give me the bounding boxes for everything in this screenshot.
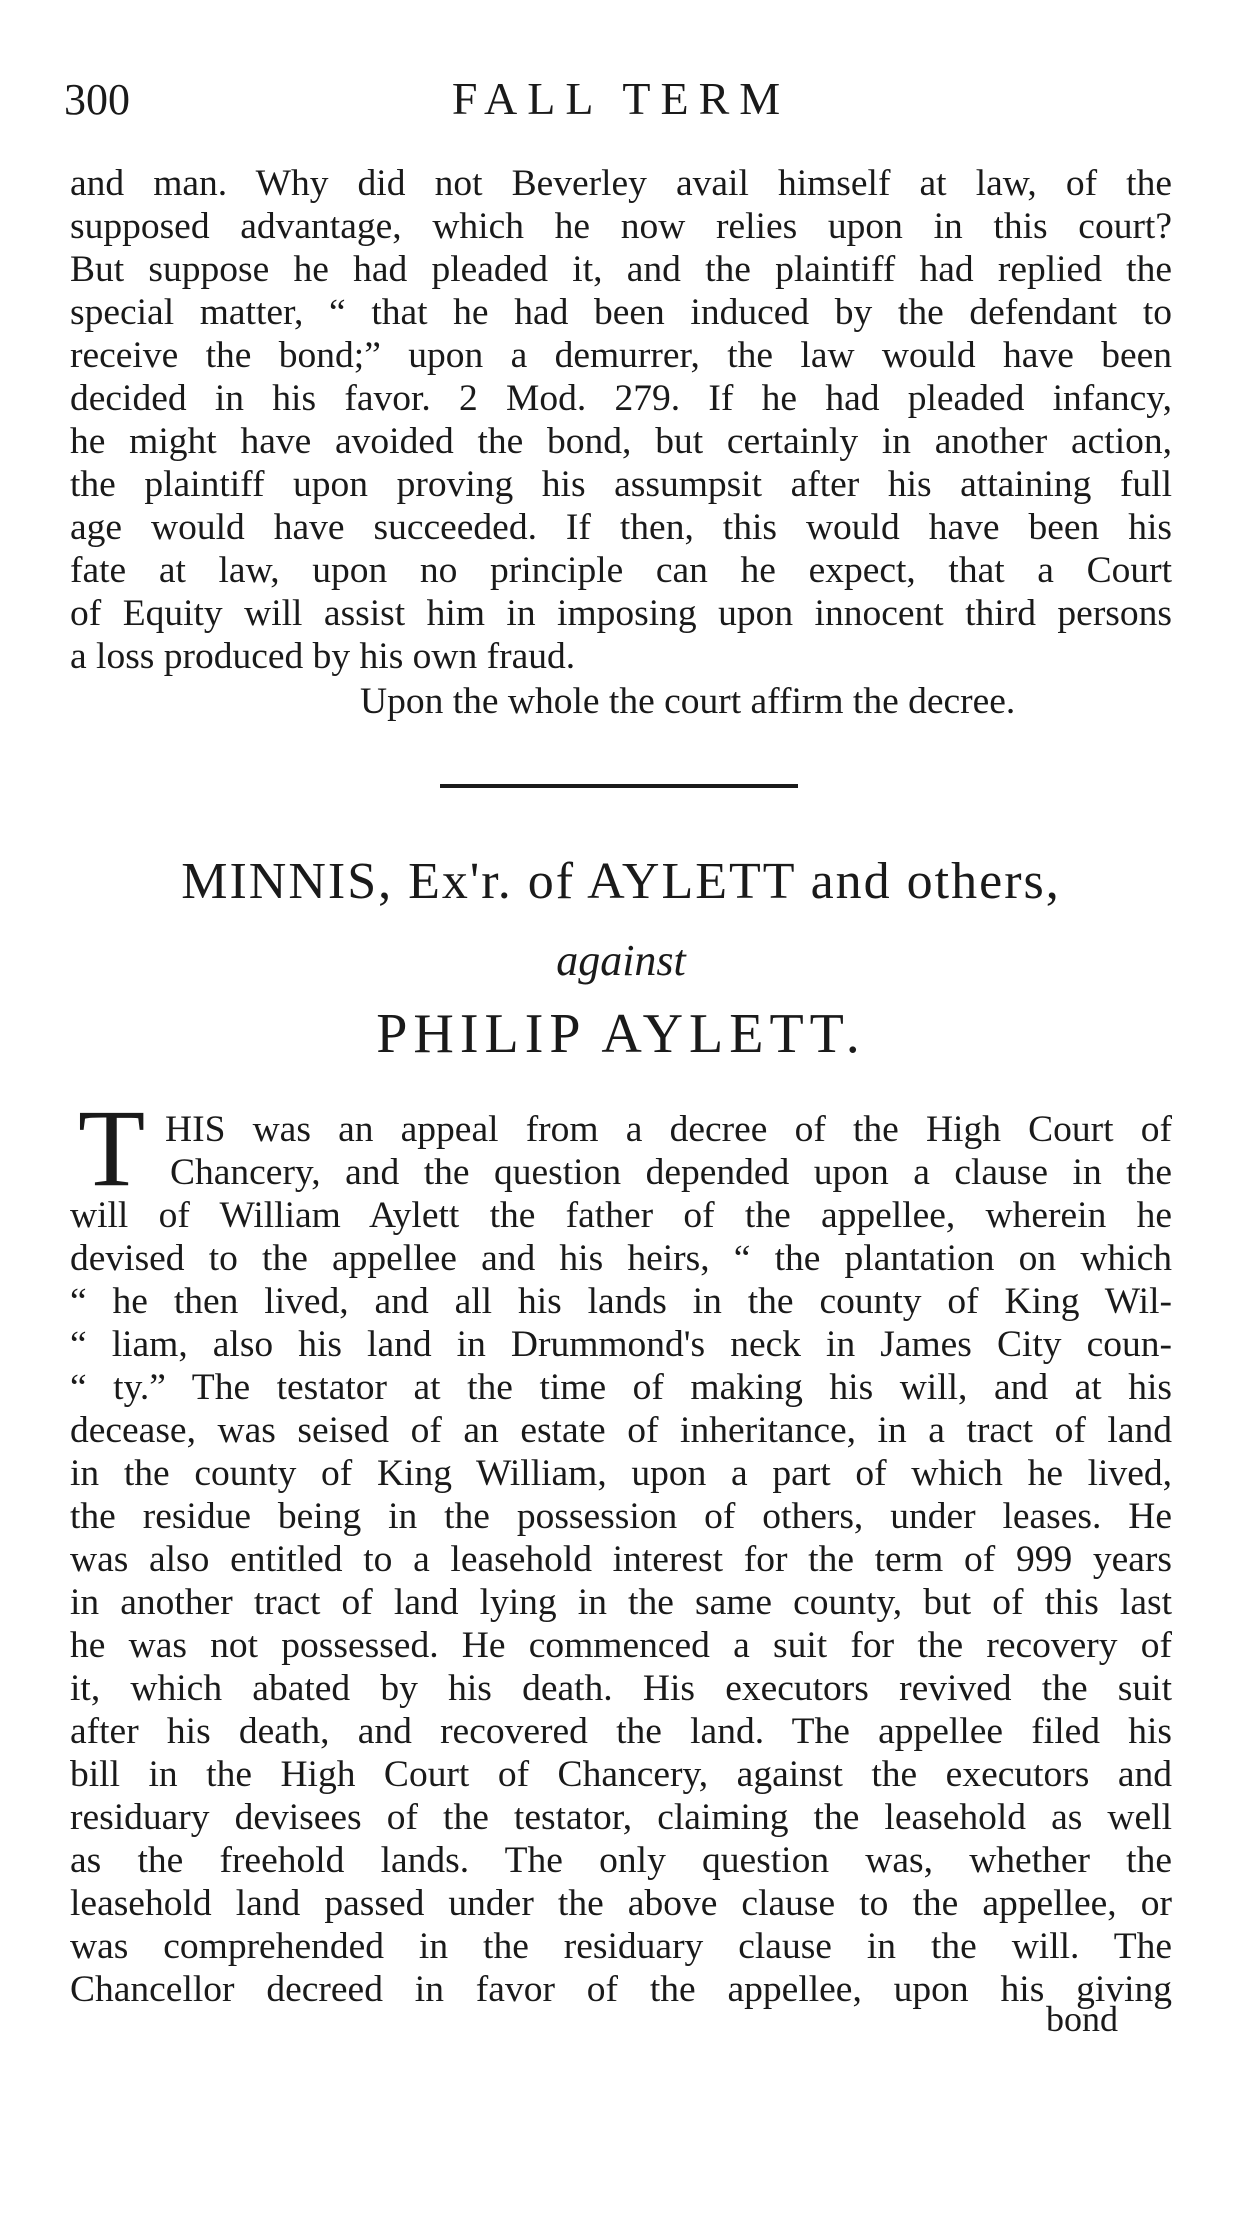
text-line: age would have succeeded. If then, this would have been his (70, 507, 1172, 548)
section-divider (440, 784, 798, 788)
text-line: decided in his favor. 2 Mod. 279. If he had pleaded infancy, (70, 378, 1172, 419)
text-line: “ he then lived, and all his lands in the county of King Wil- (70, 1281, 1172, 1322)
text-line: a loss produced by his own fraud. (70, 636, 576, 677)
text-line: leasehold land passed under the above clause to the appellee, or (70, 1883, 1172, 1924)
text-line: residuary devisees of the testator, claiming the leasehold as well (70, 1797, 1172, 1838)
text-line: in the county of King William, upon a part of which he lived, (70, 1453, 1172, 1494)
text-line: receive the bond;” upon a demurrer, the law would have been (70, 335, 1172, 376)
case-title: MINNIS, Ex'r. of AYLETT and others, (181, 853, 1061, 910)
text-line: after his death, and recovered the land. The appellee filed his (70, 1711, 1172, 1752)
text-line: the residue being in the possession of others, under leases. He (70, 1496, 1172, 1537)
text-line: “ liam, also his land in Drummond's neck in James City coun- (70, 1324, 1172, 1365)
text-line: fate at law, upon no principle can he expect, that a Court (70, 550, 1172, 591)
drop-cap: T (78, 1087, 146, 1209)
text-line: will of William Aylett the father of the appellee, wherein he (70, 1195, 1172, 1236)
case-party: PHILIP AYLETT. (376, 1003, 866, 1065)
text-line: But suppose he had pleaded it, and the plaintiff had replied the (70, 249, 1172, 290)
text-line: Chancellor decreed in favor of the appellee, upon his giving (70, 1969, 1172, 2010)
text-line: of Equity will assist him in imposing upon innocent third persons (70, 593, 1172, 634)
running-head: FALL TERM (451, 73, 791, 124)
text-line: decease, was seised of an estate of inheritance, in a tract of land (70, 1410, 1172, 1451)
text-line: HIS was an appeal from a decree of the High Court of (165, 1109, 1172, 1150)
text-line: the plaintiff upon proving his assumpsit after his attaining full (70, 464, 1172, 505)
text-line: and man. Why did not Beverley avail himself at law, of the (70, 163, 1172, 204)
text-line: in another tract of land lying in the same county, but of this last (70, 1582, 1172, 1623)
text-line: special matter, “ that he had been induced by the defendant to (70, 292, 1172, 333)
text-line: he was not possessed. He commenced a suit for the recovery of (70, 1625, 1172, 1666)
text-line: devised to the appellee and his heirs, “ the plantation on which (70, 1238, 1172, 1279)
text-line: it, which abated by his death. His executors revived the suit (70, 1668, 1172, 1709)
text-line: Chancery, and the question depended upon a clause in the (170, 1152, 1172, 1193)
text-line: was comprehended in the residuary clause in the will. The (70, 1926, 1172, 1967)
text-line: supposed advantage, which he now relies upon in this court? (70, 206, 1172, 247)
text-line: was also entitled to a leasehold interest for the term of 999 years (70, 1539, 1172, 1580)
text-line: “ ty.” The testator at the time of making his will, and at his (70, 1367, 1172, 1408)
page-number: 300 (64, 75, 130, 124)
catchword: bond (1046, 1999, 1118, 2039)
text-line: as the freehold lands. The only question was, whether the (70, 1840, 1172, 1881)
text-line: he might have avoided the bond, but certainly in another action, (70, 421, 1172, 462)
text-line: bill in the High Court of Chancery, against the executors and (70, 1754, 1172, 1795)
case-against: against (556, 936, 686, 985)
case-conclusion: Upon the whole the court affirm the decree. (360, 681, 1016, 722)
